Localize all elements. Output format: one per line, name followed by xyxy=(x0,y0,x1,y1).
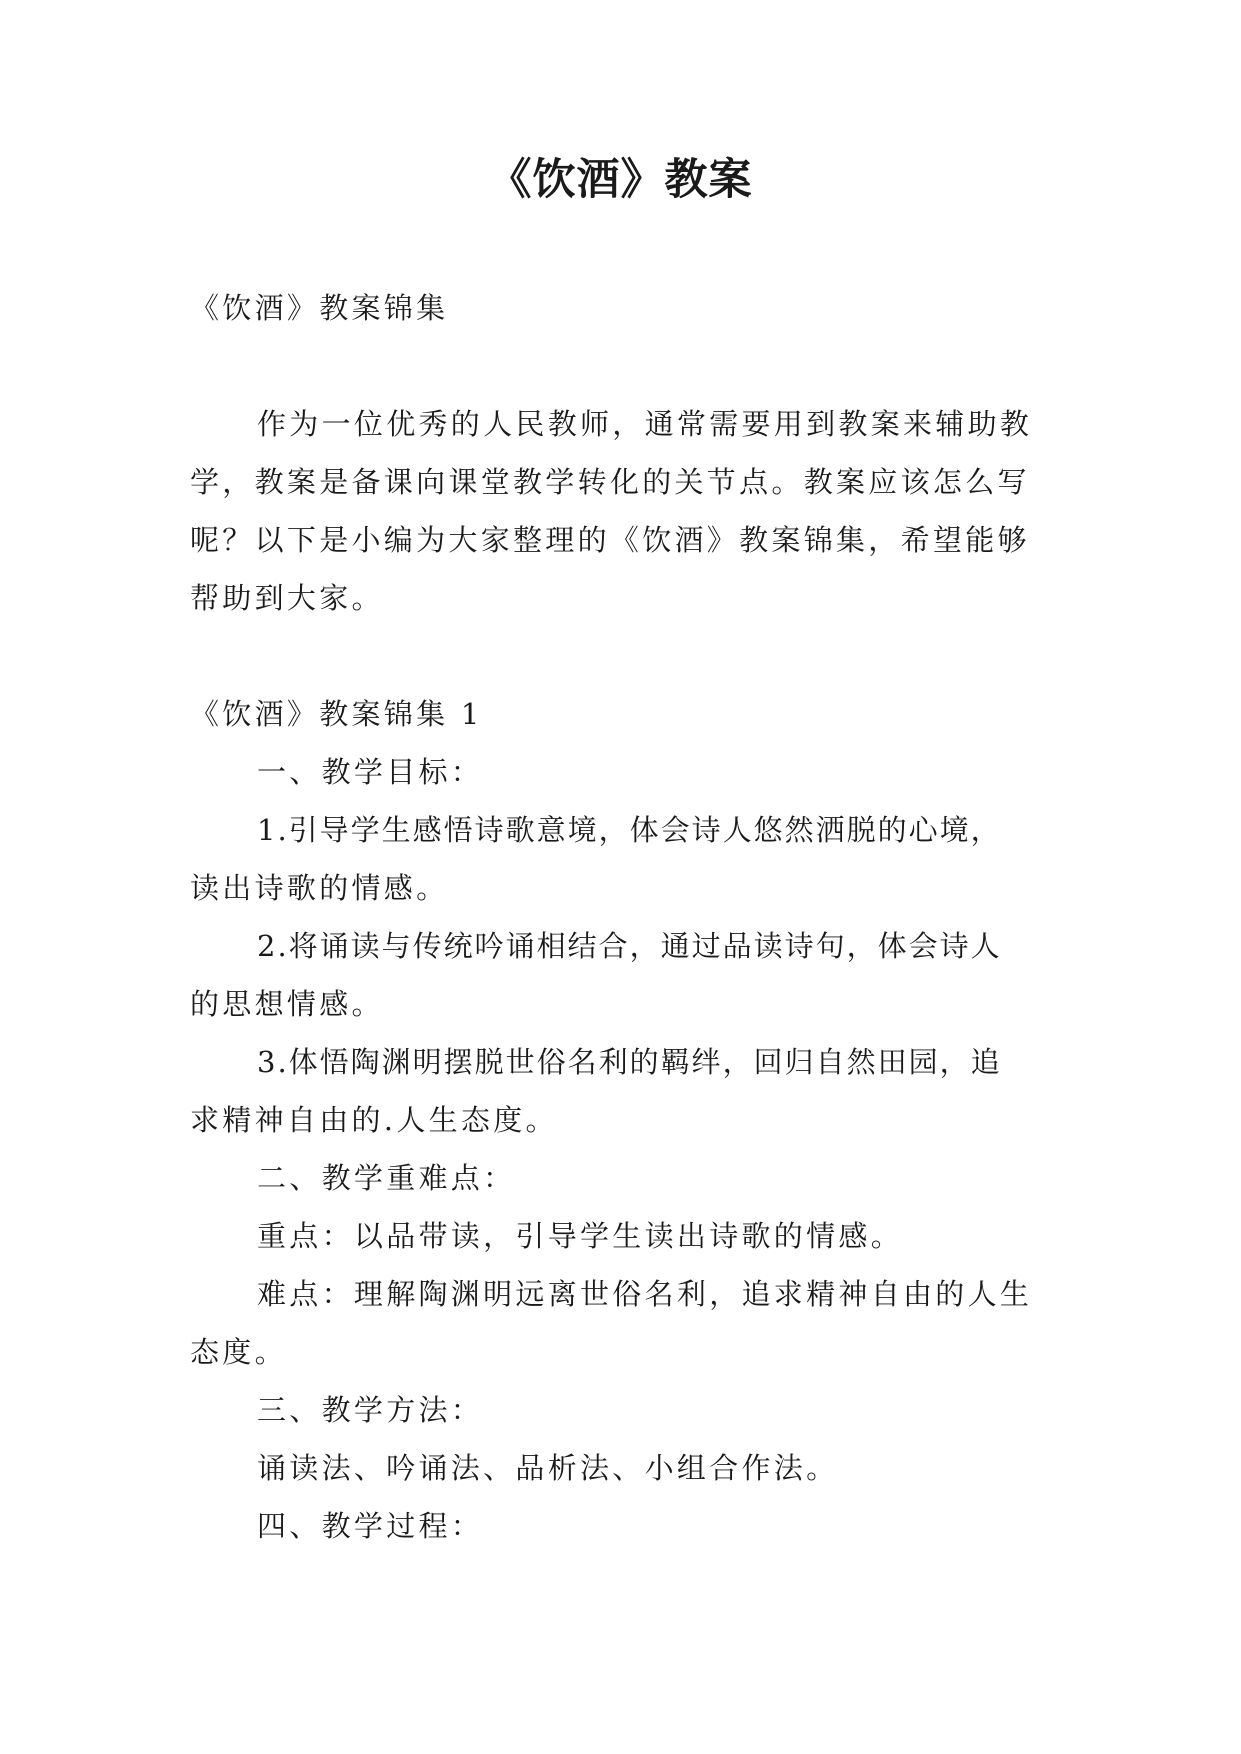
intro-line: 帮助到大家。 xyxy=(190,581,384,615)
intro-line: 呢？以下是小编为大家整理的《饮酒》教案锦集，希望能够 xyxy=(190,523,1030,557)
intro-line: 学，教案是备课向课堂教学转化的关节点。教案应该怎么写 xyxy=(190,465,1030,499)
body-line: 态度。 xyxy=(190,1335,287,1369)
section-heading: 《饮酒》教案锦集 1 xyxy=(190,697,483,731)
document-title: 《饮酒》教案 xyxy=(488,155,753,205)
body-line: 求精神自由的.人生态度。 xyxy=(190,1103,558,1137)
body-line: 诵读法、吟诵法、品析法、小组合作法。 xyxy=(257,1451,839,1485)
body-line: 3.体悟陶渊明摆脱世俗名利的羁绊，回归自然田园，追 xyxy=(257,1045,1002,1079)
body-line: 的思想情感。 xyxy=(190,987,384,1021)
body-line: 1.引导学生感悟诗歌意境，体会诗人悠然洒脱的心境， xyxy=(257,813,1002,847)
body-line: 2.将诵读与传统吟诵相结合，通过品读诗句，体会诗人 xyxy=(257,929,1002,963)
body-line: 读出诗歌的情感。 xyxy=(190,871,449,905)
body-line: 四、教学过程： xyxy=(257,1509,484,1543)
body-line: 三、教学方法： xyxy=(257,1393,484,1427)
body-line: 难点：理解陶渊明远离世俗名利，追求精神自由的人生 xyxy=(257,1277,1033,1311)
intro-line: 作为一位优秀的人民教师，通常需要用到教案来辅助教 xyxy=(257,407,1033,441)
body-line: 重点：以品带读，引导学生读出诗歌的情感。 xyxy=(257,1219,904,1253)
document-subtitle: 《饮酒》教案锦集 xyxy=(190,291,449,325)
body-line: 一、教学目标： xyxy=(257,755,484,789)
body-line: 二、教学重难点： xyxy=(257,1161,516,1195)
